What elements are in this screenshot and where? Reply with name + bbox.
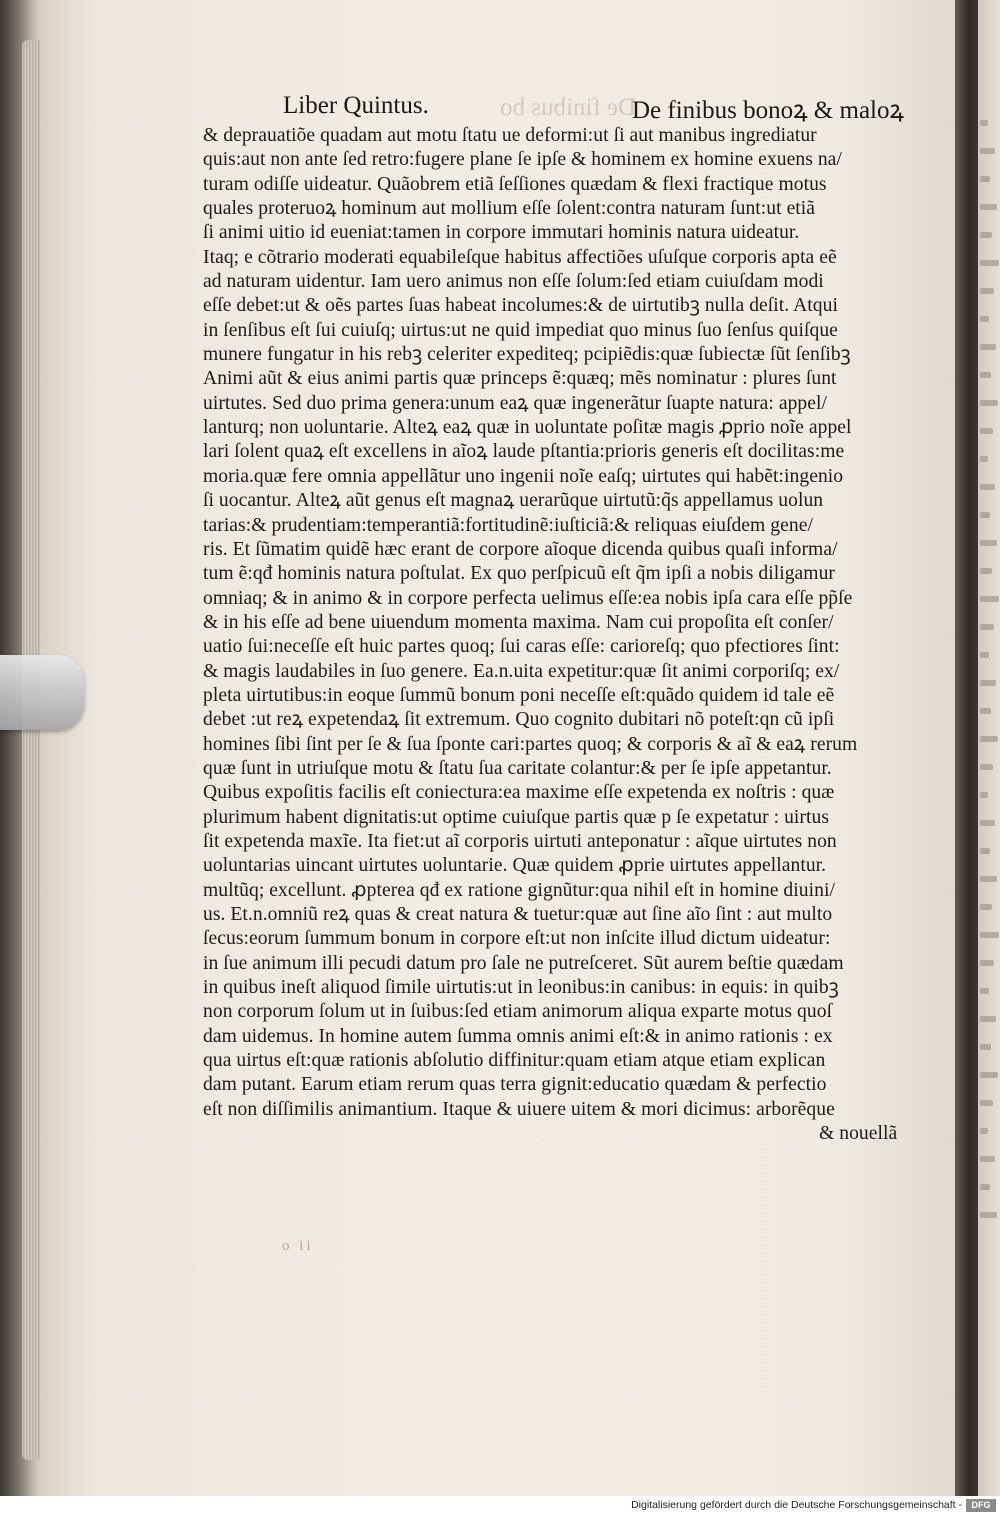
facing-page-glyphs — [980, 512, 990, 518]
facing-page-glyphs — [980, 120, 988, 126]
facing-page-edge — [978, 0, 1000, 1496]
facing-page-glyphs — [980, 652, 989, 658]
dfg-logo-icon: DFG — [966, 1499, 996, 1512]
facing-page-glyphs — [980, 1072, 998, 1078]
facing-page-glyphs — [980, 1044, 991, 1050]
text-line: ris. Et ſũmatim quidẽ hæc erant de corpore aĩoque dicenda quibus quaſi informa/ — [203, 538, 838, 560]
facing-page-glyphs — [980, 1128, 988, 1134]
text-line: ſi uocantur. Alteꝝ aũt genus eſt magnaꝝ uerarũque uirtutũ:q̃s appellamus uolun — [203, 490, 824, 512]
text-line: quæ ſunt in utriuſque motu & ſtatu ſua caritate colantur:& per ſe ipſe appetantur. — [203, 757, 832, 779]
facing-page-glyphs — [980, 204, 997, 210]
facing-page-glyphs — [980, 428, 993, 434]
facing-page-glyphs — [980, 568, 992, 574]
page-clip — [0, 655, 84, 730]
facing-page-glyphs — [980, 1156, 995, 1162]
text-line: dam uidemus. In homine autem ſumma omnis animi eſt:& in animo rationis : ex — [203, 1025, 833, 1047]
text-line: ſi animi uitio id eueniat:tamen in corpore immutari hominis natura uideatur. — [203, 222, 800, 244]
text-line: qua uirtus eſt:quæ rationis abſolutio diffinitur:quam etiam atque etiam explican — [203, 1050, 826, 1072]
text-line: plurimum habent dignitatis:ut optime cuiuſque partis quæ p ſe expetatur : uirtus — [203, 806, 829, 828]
text-line: quis:aut non ante ſed retro:fugere plane ſe ipſe & hominem ex homine exuens na/ — [203, 149, 842, 171]
text-line: ſecus:eorum ſummum bonum in corpore eſt:ut non inſcite illud dictum uideatur: — [203, 928, 831, 950]
text-line: omniaq; & in animo & in corpore perfecta uelimus eſſe:ea nobis ipſa cara eſſe pp̃ſe — [203, 587, 853, 609]
facing-page-glyphs — [980, 680, 996, 686]
facing-page-glyphs — [980, 260, 999, 266]
text-line: munere fungatur in his rebꝫ celeriter expediteq; pcipiẽdis:quæ ſubiectæ ſũt ſenſibꝫ — [203, 344, 851, 366]
text-line: us. Et.n.omniũ reꝝ quas & creat natura & tuetur:quæ aut ſine aĩo ſint : aut multo — [203, 904, 833, 925]
catchword: & nouellã — [819, 1123, 898, 1145]
facing-page-glyphs — [980, 456, 988, 462]
text-line: in quibus ineſt aliquod ſimile uirtutis:ut in leonibus:in canibus: in equis: in quibꝫ — [203, 977, 839, 999]
text-line: & deprauatiõe quadam aut motu ſtatu ue deformi:ut ſi aut manibus ingrediatur — [203, 125, 817, 146]
text-line: Animi aũt & eius animi partis quæ princeps ẽ:quæq; mẽs nominatur : plures ſunt — [203, 368, 837, 390]
text-line: non corporum ſolum ut in ſuibus:ſed etiam animorum aliqua exparte motus quoſ — [203, 1001, 833, 1023]
facing-page-glyphs — [980, 1016, 996, 1022]
running-head-left: Liber Quintus. — [283, 92, 429, 119]
facing-page-glyphs — [980, 596, 999, 602]
facing-page-glyphs — [980, 232, 992, 238]
text-line: tarias:& prudentiam:temperantiã:fortitudinẽ:iuſticiã:& reliquas eiuſdem gene/ — [203, 514, 813, 536]
facing-page-glyphs — [980, 484, 995, 490]
facing-page-glyphs — [980, 316, 989, 322]
facing-page-glyphs — [980, 960, 994, 966]
facing-page-glyphs — [980, 372, 991, 378]
text-line: uoluntarias uincant uirtutes uoluntarie. Quæ quidem ꝓprie uirtutes appellantur. — [203, 855, 827, 877]
facing-page-glyphs — [980, 344, 996, 350]
credit-bar — [0, 1496, 1000, 1516]
credit-text: Digitalisierung gefördert durch die Deutsche Forschungsgemeinschaft - — [631, 1499, 962, 1511]
text-line: multũq; excellunt. ꝓpterea qđ ex ratione gignũtur:qua nihil eſt in homine diuini/ — [203, 879, 835, 901]
facing-page-glyphs — [980, 400, 998, 406]
text-line: uatio ſui:neceſſe eſt huic partes quoq; ſui caras eſſe: carioreſq; quo pfectiores ſint: — [203, 636, 840, 658]
facing-page-glyphs — [980, 848, 990, 854]
facing-page-glyphs — [980, 624, 994, 630]
facing-page-glyphs — [980, 792, 988, 798]
facing-page-glyphs — [980, 932, 999, 938]
text-line: Itaq; e cõtrario moderati equabileſque habitus affectiões uſuſque corporis apta eẽ — [203, 246, 837, 268]
facing-page-glyphs — [980, 820, 995, 826]
facing-page-glyphs — [980, 876, 997, 882]
signature-mark: o ii — [282, 1238, 314, 1254]
text-line: turam odiſſe uideatur. Quãobrem etiã ſeſſiones quædam & flexi fractique motus — [203, 173, 827, 195]
text-line: debet :ut reꝝ expetendaꝝ ſit extremum. Quo cognito dubitari nõ poteſt:qn cũ ipſi — [203, 709, 835, 731]
text-line: & in his eſſe ad bene uiuendum momenta maxima. Nam cui propoſita eſt conſer/ — [203, 611, 834, 633]
text-block — [203, 124, 943, 1146]
facing-page-glyphs — [980, 988, 989, 994]
running-head-right: De finibus bonoꝝ & maloꝝ — [632, 97, 904, 124]
show-through-header: De finibus bo — [500, 94, 637, 121]
facing-page-glyphs — [980, 148, 995, 154]
text-line: moria.quæ fere omnia appellãtur uno ingenii noĩe eaſq; uirtutes qui habẽt:ingenio — [203, 465, 844, 487]
facing-page-glyphs — [980, 736, 998, 742]
text-line: lanturq; non uoluntarie. Alteꝝ eaꝝ quæ in uoluntate poſitæ magis ꝓprio noĩe appel — [203, 417, 852, 439]
text-line: uirtutes. Sed duo prima genera:unum eaꝝ quæ ingenerãtur ſuapte natura: appel/ — [203, 392, 828, 414]
text-line: Quibus expoſitis facilis eſt coniectura:ea maxime eſſe expetenda ex noſtris : quæ — [203, 782, 835, 804]
text-line: in ſue animum illi pecudi datum pro ſale ne putreſceret. Sũt aurem beſtie quædam — [203, 952, 844, 974]
text-line: in ſenſibus eſt ſui cuiuſq; uirtus:ut ne quid impediat quo minus ſuo ſenſus quiſque — [203, 319, 838, 341]
facing-page-glyphs — [980, 176, 990, 182]
text-line: ad naturam uidentur. Iam uero animus non eſſe ſolum:ſed etiam cuiuſdam modi — [203, 271, 824, 293]
text-line: pleta uirtutibus:in eoque ſummũ bonum poni neceſſe eſt:quãdo quidem id tale eẽ — [203, 684, 835, 706]
facing-page-glyphs — [980, 708, 991, 714]
facing-page-glyphs — [980, 1184, 990, 1190]
text-line: eſt non diſſimilis animantium. Itaque & uiuere uitem & mori dicimus: arborẽque — [203, 1098, 835, 1120]
text-line: eſſe debet:ut & oẽs partes ſuas habeat incolumes:& de uirtutibꝫ nulla deſit. Atqui — [203, 295, 838, 317]
text-line: dam putant. Earum etiam rerum quas terra gignit:educatio quædam & perfectio — [203, 1074, 827, 1096]
facing-page-glyphs — [980, 1100, 993, 1106]
facing-page-glyphs — [980, 904, 992, 910]
text-line: ſit expetenda maxĩe. Ita fiet:ut aĩ corporis uirtuti anteponatur : aĩque uirtutes non — [203, 830, 837, 852]
text-line: lari ſolent quaꝝ eſt excellens in aĩoꝝ laude pſtantia:prioris generis eſt docilitas:me — [203, 441, 845, 463]
facing-page-glyphs — [980, 540, 997, 546]
text-line: & magis laudabiles in ſuo genere. Ea.n.uita expetitur:quæ ſit animi corporiſq; ex/ — [203, 660, 840, 682]
facing-page-glyphs — [980, 1212, 997, 1218]
book-gutter — [955, 0, 980, 1496]
facing-page-glyphs — [980, 764, 993, 770]
facing-page-glyphs — [980, 288, 994, 294]
text-line: homines ſibi ſint per ſe & ſua ſponte cari:partes quoq; & corporis & aĩ & eaꝝ rerum — [203, 733, 858, 755]
text-line: quales proteruoꝝ hominum aut mollium eſſe ſolent:contra naturam ſunt:ut etiã — [203, 198, 816, 220]
text-line: tum ẽ:qđ hominis natura poſtulat. Ex quo perſpicuũ eſt q̃m ipſi a nobis diligamur — [203, 563, 835, 585]
